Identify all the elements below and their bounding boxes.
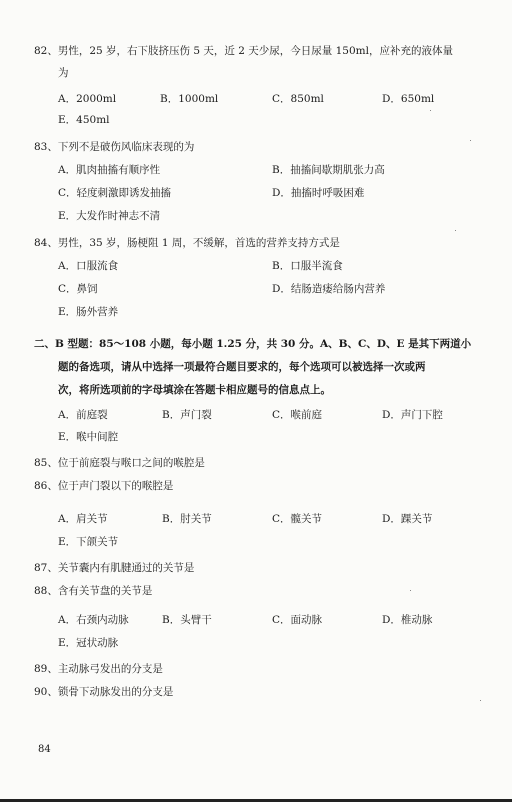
q84-option-c: C．鼻饲 — [58, 283, 98, 295]
group2-option-d: D．踝关节 — [382, 513, 433, 525]
group3-option-e: E．冠状动脉 — [58, 637, 119, 649]
q83-option-b: B．抽搐间歇期肌张力高 — [272, 164, 385, 176]
question-87: 87、关节囊内有肌腱通过的关节是 — [34, 562, 195, 574]
group1-option-e: E．喉中间腔 — [58, 431, 119, 443]
question-83-stem: 83、下列不是破伤风临床表现的为 — [34, 141, 195, 153]
q82-option-d: D．650ml — [382, 93, 435, 105]
question-88: 88、含有关节盘的关节是 — [34, 585, 153, 597]
group2-option-a: A．肩关节 — [58, 513, 108, 525]
q83-option-a: A．肌肉抽搐有顺序性 — [58, 164, 161, 176]
group3-option-c: C．面动脉 — [272, 614, 323, 626]
q83-option-d: D．抽搐时呼吸困难 — [272, 187, 365, 199]
q82-option-b: B．1000ml — [160, 93, 219, 105]
group3-option-b: B．头臂干 — [162, 614, 212, 626]
section-b-intro-line1: 二、B 型题：85～108 小题，每小题 1.25 分，共 30 分。A、B、C、D、E 是其下两道小 — [34, 338, 472, 350]
group1-option-b: B．声门裂 — [162, 409, 212, 421]
q84-option-a: A．口服流食 — [58, 260, 119, 272]
q82-option-e: E．450ml — [58, 114, 110, 126]
q83-option-e: E．大发作时神志不清 — [58, 210, 161, 222]
question-84-stem: 84、男性，35 岁，肠梗阻 1 周，不缓解，首选的营养支持方式是 — [34, 237, 340, 249]
scan-speck — [455, 230, 456, 231]
scan-speck — [410, 590, 411, 591]
group2-option-b: B．肘关节 — [162, 513, 212, 525]
q82-option-a: A．2000ml — [58, 93, 117, 105]
scan-speck — [480, 700, 481, 701]
scan-speck — [430, 110, 431, 111]
group2-option-c: C．髋关节 — [272, 513, 323, 525]
group1-option-c: C．喉前庭 — [272, 409, 323, 421]
question-86: 86、位于声门裂以下的喉腔是 — [34, 480, 174, 492]
section-b-intro-line3: 次，将所选项前的字母填涂在答题卡相应题号的信息点上。 — [58, 384, 331, 396]
section-b-intro-line2: 题的备选项，请从中选择一项最符合题目要求的，每个选项可以被选择一次或两 — [58, 361, 426, 373]
q84-option-d: D．结肠造瘘给肠内营养 — [272, 283, 386, 295]
group3-option-d: D．椎动脉 — [382, 614, 433, 626]
group3-option-a: A．右颈内动脉 — [58, 614, 129, 626]
scan-speck — [470, 140, 471, 141]
page-number: 84 — [38, 744, 51, 755]
q84-option-e: E．肠外营养 — [58, 306, 119, 318]
question-85: 85、位于前庭裂与喉口之间的喉腔是 — [34, 457, 205, 469]
group1-option-a: A．前庭裂 — [58, 409, 108, 421]
q82-option-c: C．850ml — [272, 93, 324, 105]
question-82-stem: 82、男性，25 岁，右下肢挤压伤 5 天，近 2 天少尿，今日尿量 150ml，应补充的液体量 — [34, 45, 453, 57]
question-90: 90、锁骨下动脉发出的分支是 — [34, 686, 174, 698]
question-89: 89、主动脉弓发出的分支是 — [34, 663, 163, 675]
question-82-stem-cont: 为 — [58, 67, 69, 79]
q83-option-c: C．轻度刺激即诱发抽搐 — [58, 187, 172, 199]
group1-option-d: D．声门下腔 — [382, 409, 443, 421]
q84-option-b: B．口服半流食 — [272, 260, 343, 272]
group2-option-e: E．下颌关节 — [58, 536, 119, 548]
